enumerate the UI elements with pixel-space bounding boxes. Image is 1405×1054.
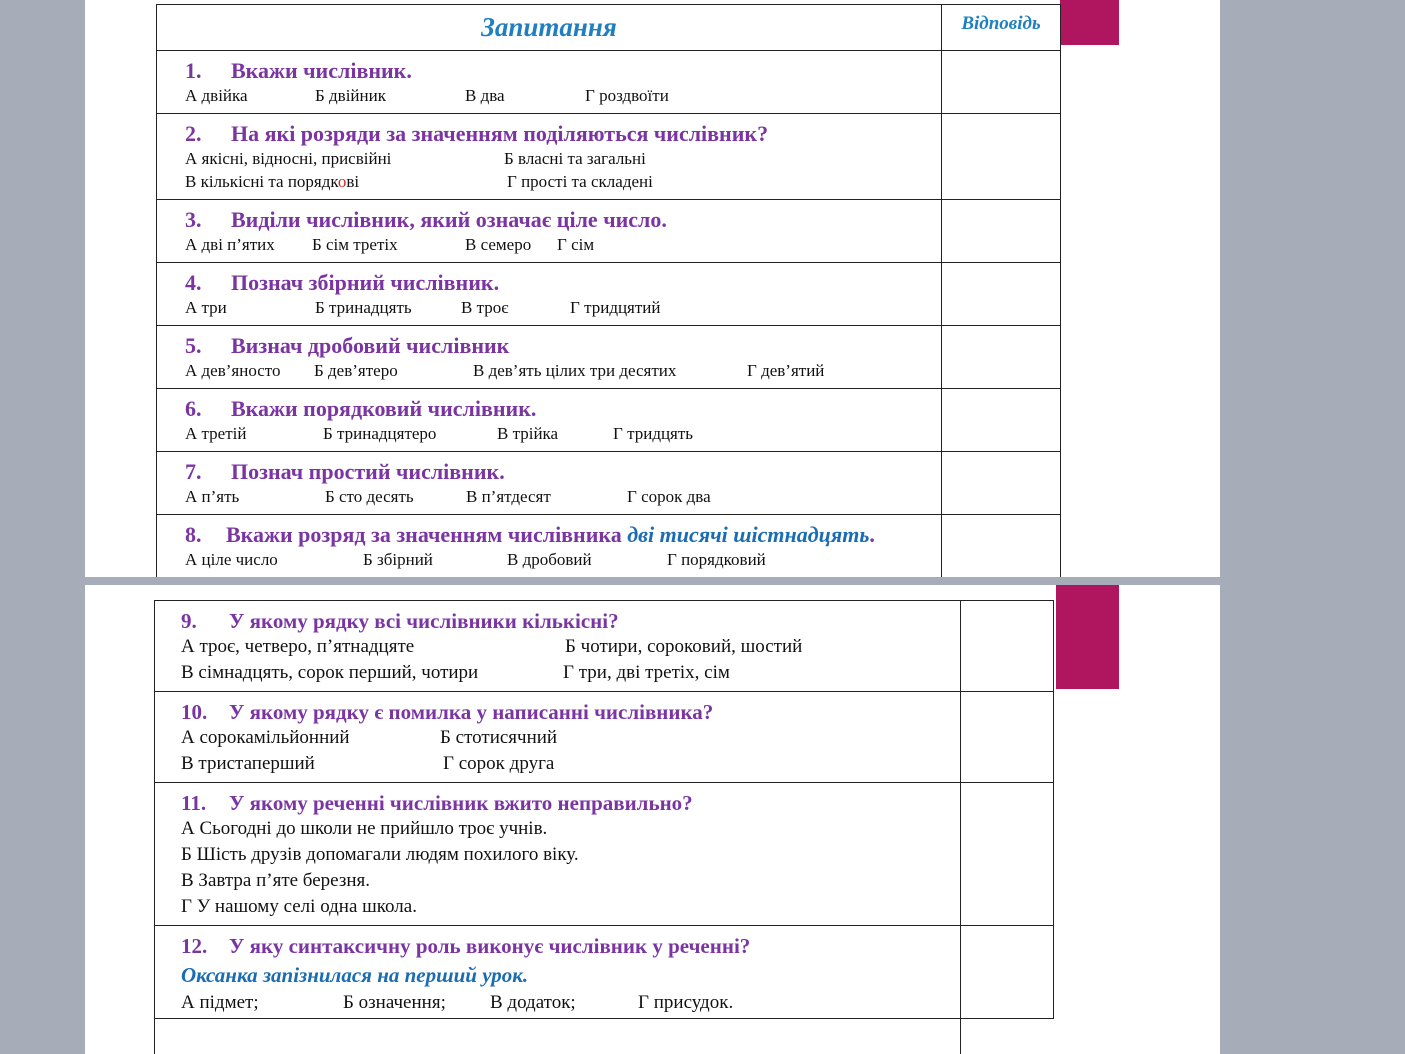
header-answer: Відповідь	[942, 5, 1061, 51]
question-1: 1. Вкажи числівник.	[185, 58, 412, 83]
question-4: 4. Познач збірний числівник.	[185, 270, 500, 295]
option-a: А якісні, відносні, присвійні	[185, 149, 392, 168]
option-c: В сімнадцять, сорок перший, чотири	[181, 662, 479, 683]
option-c: В дробовий	[507, 550, 592, 569]
options-row	[155, 868, 960, 894]
option-d: Г дев’ятий	[747, 361, 825, 380]
options-row	[157, 359, 941, 382]
question-9: 9. У якому рядку всі числівники кількісні?	[181, 609, 619, 633]
option-d: Г сорок друга	[443, 753, 555, 774]
option-b: Б тринадцятеро	[323, 424, 437, 443]
question-11: 11. У якому реченні числівник вжито неправильно?	[181, 791, 693, 815]
question-cell	[157, 326, 942, 389]
question-2: 2. На які розряди за значенням поділяються числівник?	[185, 121, 769, 146]
options-row	[157, 147, 941, 170]
options-row	[157, 84, 941, 107]
option-c: В дев’ять цілих три десятих	[473, 361, 677, 380]
options-row	[155, 725, 960, 751]
options-row	[155, 990, 960, 1016]
option-a: А п’ять	[185, 487, 240, 506]
option-d: Г порядковий	[667, 550, 766, 569]
answer-cell[interactable]	[961, 601, 1054, 692]
answer-cell[interactable]	[942, 114, 1061, 200]
question-cell	[155, 601, 961, 692]
option-b: Б збірний	[363, 550, 433, 569]
slide-2	[85, 585, 1220, 1054]
option-c: В семеро	[465, 235, 532, 254]
option-b: Б тринадцять	[315, 298, 412, 317]
option-a: А підмет;	[181, 992, 259, 1013]
options-row	[155, 751, 960, 777]
option-b: Б сто десять	[325, 487, 414, 506]
question-cell	[157, 263, 942, 326]
accent-bar	[1056, 585, 1119, 689]
question-cell	[157, 200, 942, 263]
question-cell	[157, 51, 942, 114]
question-7: 7. Познач простий числівник.	[185, 459, 505, 484]
option-c: В кількісні та порядкові	[185, 172, 360, 191]
option-b: Б Шість друзів допомагали людям похилого віку.	[181, 844, 579, 865]
option-d: Г присудок.	[638, 992, 734, 1013]
option-a: А двійка	[185, 86, 248, 105]
option-b: Б стотисячний	[440, 727, 558, 748]
options-row	[155, 634, 960, 660]
option-b: Б власні та загальні	[504, 149, 646, 168]
option-a: А ціле число	[185, 550, 278, 569]
answer-cell[interactable]	[942, 326, 1061, 389]
answer-cell[interactable]	[961, 783, 1054, 926]
option-c: В Завтра п’яте березня.	[181, 870, 370, 891]
answer-cell[interactable]	[942, 200, 1061, 263]
highlight-phrase: дві тисячі шістнадцять	[627, 522, 870, 547]
question-cell	[155, 692, 961, 783]
option-a: А троє, четверо, п’ятнадцяте	[181, 636, 415, 657]
question-cell	[157, 389, 942, 452]
option-d: Г роздвоїти	[585, 86, 669, 105]
answer-cell[interactable]	[942, 515, 1061, 578]
option-d: Г три, дві третіх, сім	[563, 662, 730, 683]
question-cell	[155, 926, 961, 1019]
options-row	[155, 816, 960, 842]
option-c: В тристаперший	[181, 753, 315, 774]
option-c: В троє	[461, 298, 509, 317]
options-row	[155, 842, 960, 868]
option-d: Г У нашому селі одна школа.	[181, 896, 417, 917]
options-row	[157, 170, 941, 193]
header-question: Запитання	[157, 5, 942, 51]
test-table-1	[156, 4, 1061, 577]
option-c: В додаток;	[490, 992, 576, 1013]
example-sentence: Оксанка запізнилася на перший урок.	[181, 963, 529, 987]
options-row	[157, 296, 941, 319]
question-cell	[157, 515, 942, 578]
question-cell	[157, 452, 942, 515]
option-a: А три	[185, 298, 227, 317]
option-c: В п’ятдесят	[466, 487, 551, 506]
option-a: А дев’яносто	[185, 361, 281, 380]
option-d: Г сорок два	[627, 487, 711, 506]
answer-cell[interactable]	[961, 926, 1054, 1019]
option-b: Б сім третіх	[312, 235, 398, 254]
option-d: Г сім	[557, 235, 595, 254]
answer-cell[interactable]	[961, 692, 1054, 783]
answer-cell[interactable]	[942, 389, 1061, 452]
question-cell	[155, 783, 961, 926]
question-12: 12. У яку синтаксичну роль виконує числівник у реченні?	[181, 934, 751, 958]
option-c: В трійка	[497, 424, 559, 443]
answer-cell[interactable]	[942, 452, 1061, 515]
accent-bar	[1060, 0, 1119, 45]
option-d: Г тридцятий	[570, 298, 661, 317]
question-5: 5. Визнач дробовий числівник	[185, 333, 510, 358]
answer-cell[interactable]	[942, 263, 1061, 326]
option-b: Б означення;	[343, 992, 446, 1013]
options-row	[157, 422, 941, 445]
option-d: Г тридцять	[613, 424, 694, 443]
option-a: А сорокамільйонний	[181, 727, 350, 748]
option-a: А дві п’ятих	[185, 235, 275, 254]
options-row	[157, 548, 941, 571]
options-row	[155, 894, 960, 920]
options-row	[157, 485, 941, 508]
option-a: А третій	[185, 424, 247, 443]
option-b: Б двійник	[315, 86, 386, 105]
empty-cell	[961, 1019, 1054, 1054]
answer-cell[interactable]	[942, 51, 1061, 114]
question-6: 6. Вкажи порядковий числівник.	[185, 396, 537, 421]
question-cell	[157, 114, 942, 200]
options-row	[157, 233, 941, 256]
question-3: 3. Виділи числівник, який означає ціле число.	[185, 207, 667, 232]
option-a: А Сьогодні до школи не прийшло троє учнів.	[181, 818, 548, 839]
option-b: Б чотири, сороковий, шостий	[565, 636, 803, 657]
option-b: Б дев’ятеро	[314, 361, 398, 380]
option-d: Г прості та складені	[507, 172, 653, 191]
option-c: В два	[465, 86, 505, 105]
question-8: 8. Вкажи розряд за значенням числівника дві тисячі шістнадцять.	[185, 522, 875, 547]
empty-cell	[155, 1019, 961, 1054]
question-10: 10. У якому рядку є помилка у написанні числівника?	[181, 700, 714, 724]
slide-1	[85, 0, 1220, 577]
options-row	[155, 660, 960, 686]
test-table-2	[154, 600, 1054, 1054]
